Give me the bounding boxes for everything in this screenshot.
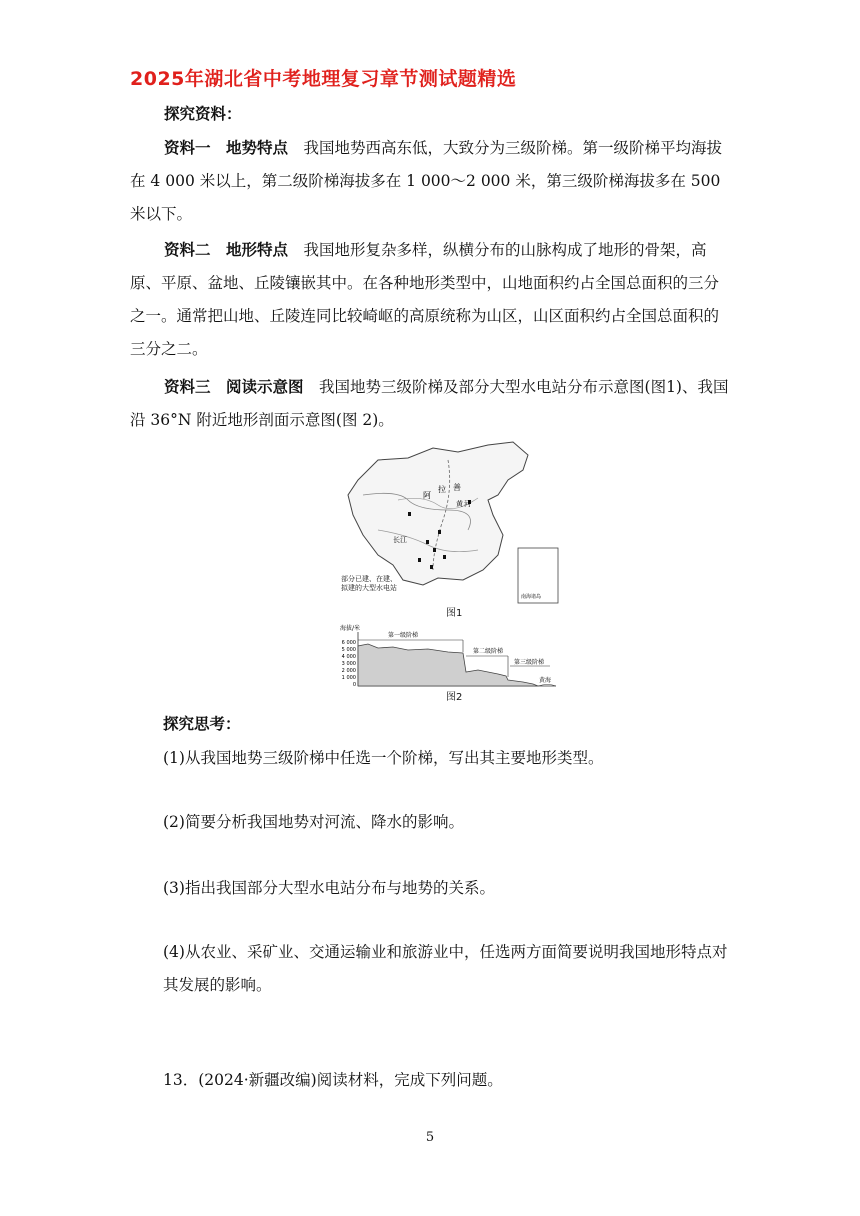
map-label-la: 拉 (438, 485, 446, 494)
page-title: 2025年湖北省中考地理复习章节测试题精选 (130, 68, 517, 90)
section-label-materials: 探究资料： (164, 105, 242, 123)
terrain-profile-svg (338, 622, 560, 692)
thinking-label: 探究思考： (163, 715, 241, 733)
material-3 (130, 371, 730, 437)
y-axis-label: 海拔/米 (340, 625, 361, 632)
material-2 (130, 234, 730, 366)
step-3-label: 第三级阶梯 (514, 659, 545, 666)
y-tick-labels (342, 640, 356, 688)
material-2-label: 资料二 地形特点 (164, 241, 289, 259)
map-label-he: 河 (464, 500, 471, 508)
y-tick-1000: 1 000 (341, 675, 356, 681)
question-4 (163, 936, 731, 1002)
map-label-huang: 黄 (456, 500, 463, 508)
y-tick-4000: 4 000 (341, 654, 356, 660)
y-tick-6000: 6 000 (341, 640, 356, 646)
y-tick-5000: 5 000 (341, 647, 356, 653)
question-3: (3)指出我国部分大型水电站分布与地势的关系。 (163, 879, 495, 897)
map-label-shan: 善 (453, 483, 461, 492)
material-3-label: 资料三 阅读示意图 (164, 378, 304, 396)
inset-label: 南海诸岛 (521, 594, 542, 600)
figure-2-caption: 图2 (446, 692, 463, 703)
y-tick-2000: 2 000 (341, 668, 356, 674)
terrain-profile-area (358, 644, 538, 686)
sea-label: 黄海 (539, 677, 552, 684)
map-legend (341, 575, 399, 593)
material-1-text: 我国地势西高东低，大致分为三级阶梯。第一级阶梯平均海拔在 4 000 米以上，第二级阶梯海拔多在 1 000～2 000 米，第三级阶梯海拔多在 500 米以下。 (130, 139, 723, 223)
legend-text: 部分已建、在建、拟建的大型水电站 (341, 575, 397, 592)
step-1-label: 第一级阶梯 (388, 632, 419, 639)
material-1-label: 资料一 地势特点 (164, 139, 289, 157)
map-label-a: 阿 (423, 491, 431, 500)
figure-1-map (338, 440, 563, 615)
material-1 (130, 132, 730, 231)
page-number: 5 (425, 1130, 435, 1145)
question-4-text: (4)从农业、采矿业、交通运输业和旅游业中，任选两方面简要说明我国地形特点对其发展的影响。 (163, 943, 728, 994)
material-2-text: 我国地形复杂多样，纵横分布的山脉构成了地形的骨架，高原、平原、盆地、丘陵镶嵌其中。在各种地形类型中，山地面积约占全国总面积的三分之一。通常把山地、丘陵连同比较崎岖的高原统称为山区，山区面积约占全国总面积的三分之二。 (130, 241, 720, 358)
question-2: (2)简要分析我国地势对河流、降水的影响。 (163, 813, 464, 831)
figure-2-profile (338, 622, 560, 692)
y-tick-0: 0 (352, 682, 356, 688)
china-outline (348, 442, 528, 585)
y-tick-3000: 3 000 (341, 661, 356, 667)
map-label-changjiang: 长江 (393, 536, 407, 544)
next-question: 13．(2024·新疆改编)阅读材料，完成下列问题。 (163, 1071, 503, 1089)
question-1: (1)从我国地势三级阶梯中任选一个阶梯，写出其主要地形类型。 (163, 749, 604, 767)
material-3-text: 我国地势三级阶梯及部分大型水电站分布示意图(图1)、我国沿 36°N 附近地形剖面示意图(图 2)。 (130, 378, 729, 429)
step-2-label: 第二级阶梯 (473, 648, 504, 655)
figure-1-caption: 图1 (446, 608, 463, 619)
